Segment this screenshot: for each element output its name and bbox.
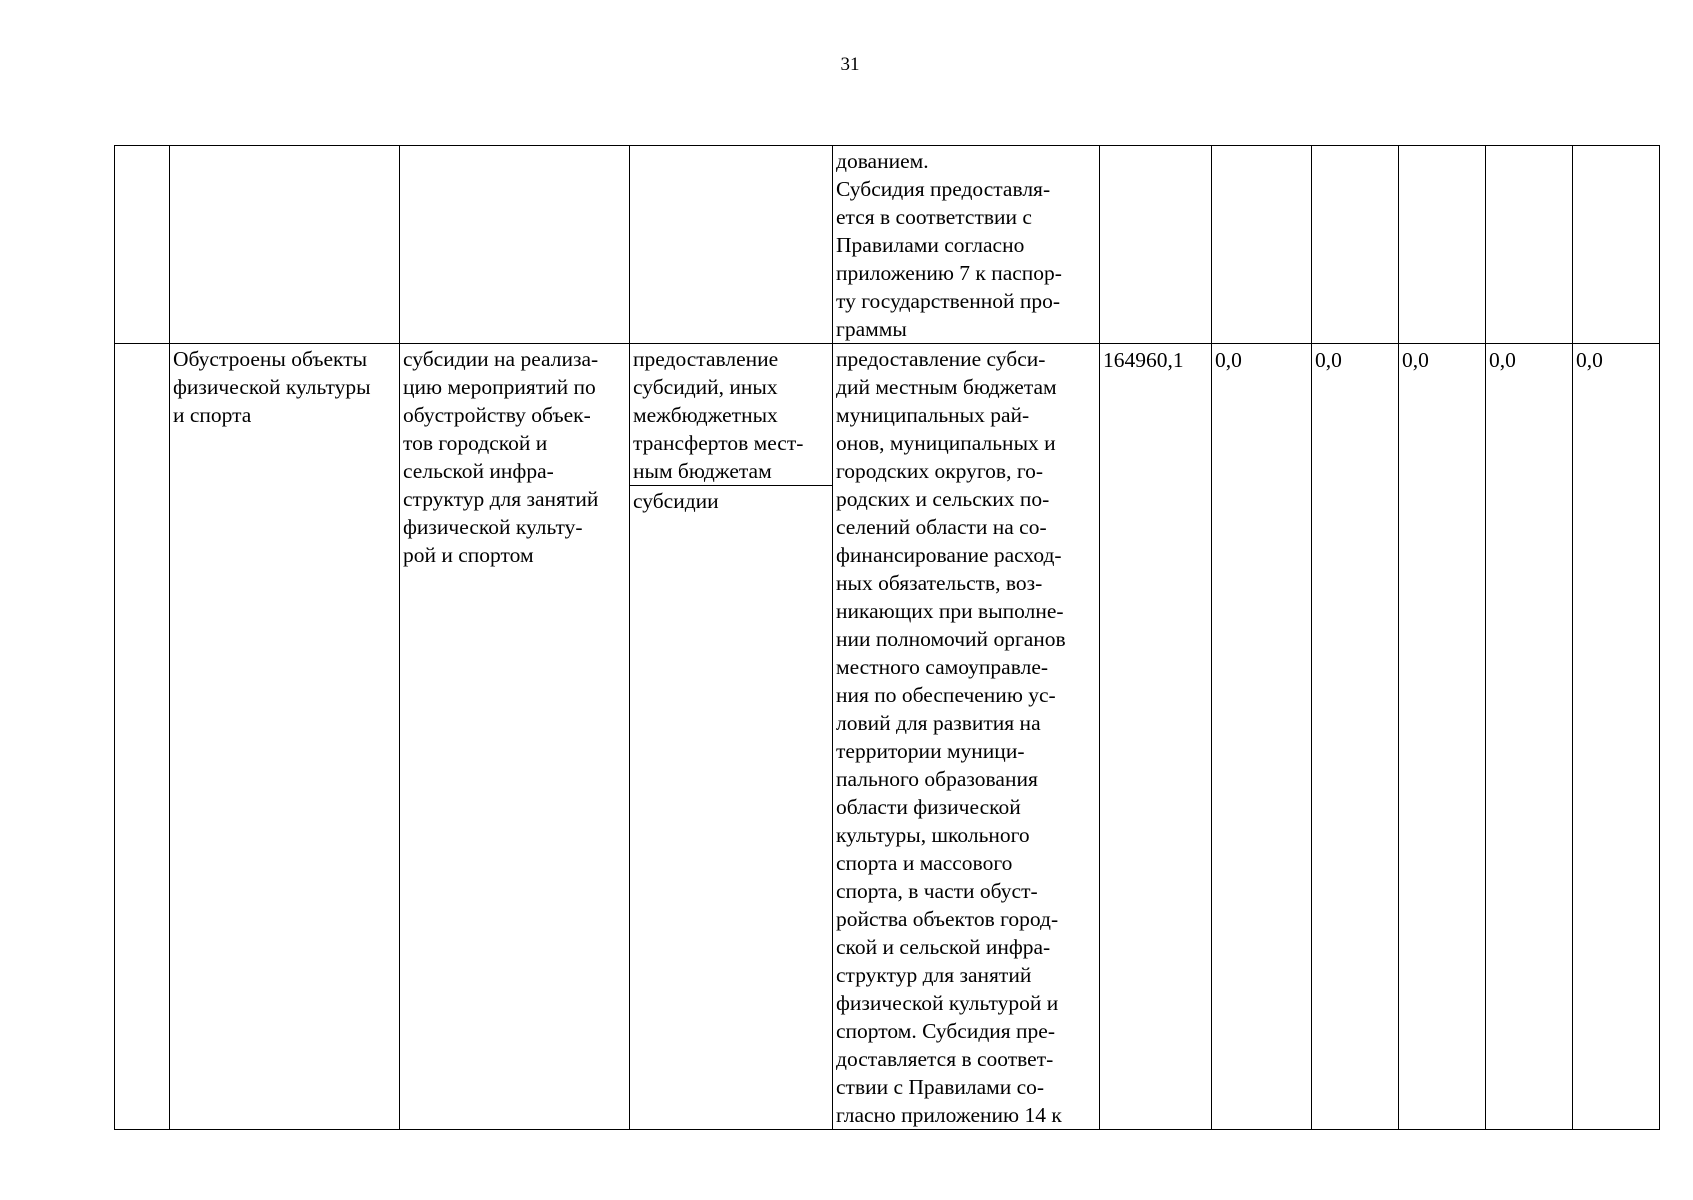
cell-value bbox=[1100, 146, 1212, 344]
cell-value: 0,0 bbox=[1312, 344, 1399, 1130]
cell-result bbox=[170, 146, 400, 344]
cell-number bbox=[115, 146, 170, 344]
cell-value bbox=[1212, 146, 1312, 344]
cell-value: 0,0 bbox=[1573, 344, 1660, 1130]
type-top: предоставление субсидий, иных межбюджетных трансфертов мест- ным бюджетам bbox=[630, 344, 832, 486]
cell-value: 164960,1 bbox=[1100, 344, 1212, 1130]
cell-number bbox=[115, 344, 170, 1130]
cell-value bbox=[1486, 146, 1573, 344]
cell-value: 0,0 bbox=[1399, 344, 1486, 1130]
cell-measure: субсидии на реализа- цию мероприятий по обустройству объек- тов городской и сельской инфра- структур для занятий физической культу- рой и спортом bbox=[400, 344, 630, 1130]
cell-description: дованием. Субсидия предоставля- ется в соответствии с Правилами согласно приложению 7 к паспор- ту государственной про- граммы bbox=[833, 146, 1100, 344]
table-row bbox=[115, 344, 1660, 1130]
cell-value: 0,0 bbox=[1486, 344, 1573, 1130]
cell-result: Обустроены объекты физической культуры и спорта bbox=[170, 344, 400, 1130]
cell-type bbox=[630, 146, 833, 344]
cell-description: предоставление субси- дий местным бюджетам муниципальных рай- онов, муниципальных и городских округов, го- родских и сельских по- селений области на со- финансирование расход- ных обязательств, воз- никающих при выполне- нии полномочий органов местного самоуправле- ния по обеспечению ус- ловий для развития на территории муници- пального образования области физической культуры, школьного спорта и массового спорта, в части обуст- ройства объектов город- ской и сельской инфра- структур для занятий физической культурой и спортом. Субсидия пре- доставляется в соответ- ствии с Правилами со- гласно приложению 14 к bbox=[833, 344, 1100, 1130]
cell-type bbox=[630, 344, 833, 1130]
cell-value bbox=[1312, 146, 1399, 344]
cell-value bbox=[1399, 146, 1486, 344]
type-bottom: субсидии bbox=[633, 489, 719, 513]
cell-value: 0,0 bbox=[1212, 344, 1312, 1130]
cell-measure bbox=[400, 146, 630, 344]
page-number: 31 bbox=[840, 54, 860, 75]
cell-value bbox=[1573, 146, 1660, 344]
table-row bbox=[115, 146, 1660, 344]
budget-table bbox=[114, 145, 1660, 1130]
